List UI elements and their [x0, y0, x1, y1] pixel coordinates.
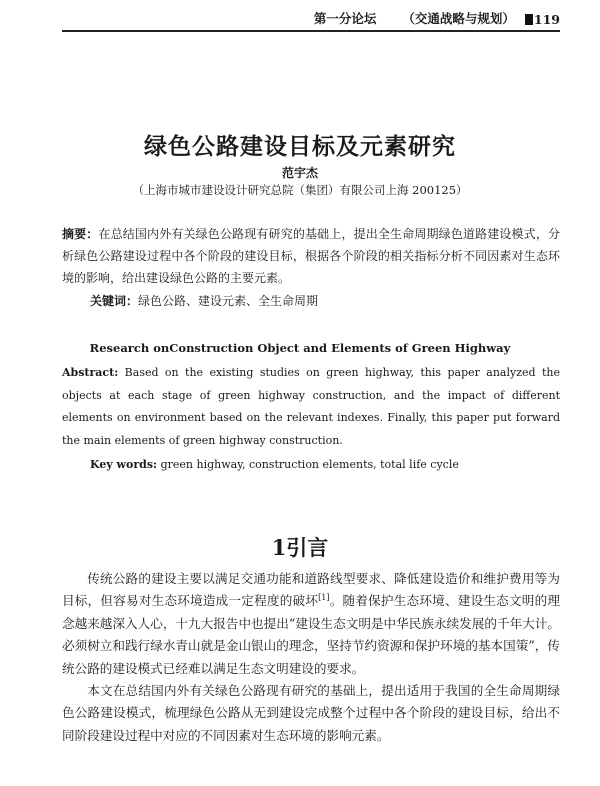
page-number-text: 119: [533, 12, 560, 27]
page-marker-icon: [525, 14, 533, 25]
header-section: 第一分论坛: [313, 11, 377, 26]
body-text: [62, 568, 560, 747]
keywords-cn-label: 关键词：: [90, 294, 139, 308]
keywords-cn-text: 绿色公路、建设元素、全生命周期: [138, 294, 319, 308]
abstract-en-label: Abstract:: [62, 366, 119, 379]
citation-ref[interactable]: [1]: [318, 593, 330, 603]
paper-title: 绿色公路建设目标及元素研究: [144, 133, 456, 160]
author: 范宇杰: [281, 166, 318, 180]
keywords-en-label: Key words:: [90, 458, 158, 471]
keywords-en: [90, 454, 459, 476]
paragraph: [62, 680, 560, 747]
abstract-cn-text: 在总结国内外有关绿色公路现有研究的基础上，提出全生命周期绿色道路建设模式，分析绿色公路建设过程中各个阶段的建设目标，根据各个阶段的相关指标分析不同因素对生态环境的影响，给出建设绿色公路的主要元素。: [62, 227, 560, 285]
header-journal: （交通战略与规划）: [402, 11, 515, 26]
paragraph-1a: 传统公路的建设主要以满足交通功能和道路线型要求、降低建设造价和维护费用等为目标，但容易对生态环境造成一定程度的破坏: [62, 571, 560, 609]
keywords-cn: [90, 290, 318, 312]
affiliation: （上海市城市建设设计研究总院（集团）有限公司上海 200125）: [132, 183, 468, 197]
paragraph: [62, 568, 560, 680]
section-heading: 1引言: [271, 535, 329, 560]
abstract-en: [62, 362, 560, 452]
keywords-en-text: green highway, construction elements, total life cycle: [157, 458, 459, 471]
paragraph-1b: 。随着保护生态环境、建设生态文明的理念越来越深入人心，十九大报告中也提出“建设生态文明是中华民族永续发展的千年大计。必须树立和践行绿水青山就是金山银山的理念，坚持节约资源和保护环境的基本国策”，传统公路的建设模式已经难以满足生态文明建设的要求。: [62, 593, 561, 676]
english-title: Research onConstruction Object and Elements of Green Highway: [89, 341, 511, 355]
abstract-en-text: Based on the existing studies on green highway, this paper analyzed the objects at each stage of green highway construction, and the impact of different elements on environment based on the relevant indexes. Finally, this paper put forward the main elements of green highway construction.: [62, 366, 560, 447]
running-header: [62, 12, 560, 32]
page-number: [525, 12, 560, 27]
abstract-cn-label: 摘要：: [62, 227, 99, 241]
abstract-cn: [62, 223, 560, 289]
paragraph-2: 本文在总结国内外有关绿色公路现有研究的基础上，提出适用于我国的全生命周期绿色公路建设模式，梳理绿色公路从无到建设完成整个过程中各个阶段的建设目标，给出不同阶段建设过程中对应的不同因素对生态环境的影响元素。: [62, 683, 560, 743]
